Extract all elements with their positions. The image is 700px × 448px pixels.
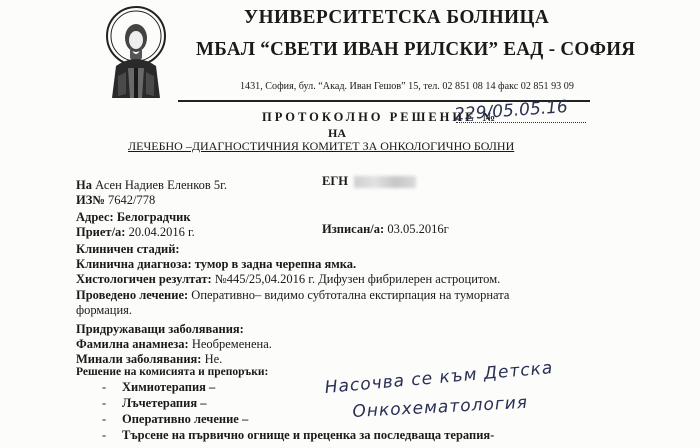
recommendation-item: - Лъчетерапия – [102,396,207,410]
handwritten-note-line1: Насочва се към Детска [324,358,555,398]
past-label: Минали заболявания: [76,352,202,366]
admitted-row [76,225,195,240]
treatment-label: Проведено лечение: [76,288,189,302]
patient-address-value: Белоградчик [116,210,191,224]
egn-label: ЕГН [322,174,349,188]
title-preposition: НА [328,126,346,140]
hospital-name: УНИВЕРСИТЕТСКА БОЛНИЦА [244,6,550,28]
egn-row [322,174,416,189]
protocol-title: ПРОТОКОЛНО РЕШЕНИЕ № [262,110,499,124]
address-row [76,210,191,225]
iz-value: 7642/778 [108,193,156,207]
patient-name-value: Асен Надиев Еленков 5г. [95,178,228,192]
recommendation-item: - Търсене на първично огнище и преценка за последваща терапия- [102,428,495,442]
patient-name-label: На [76,178,92,192]
handwritten-note-line2: Онкохематология [352,392,529,422]
treatment-value-cont: формация. [76,303,133,317]
past-value: Не. [204,352,223,366]
hospital-address: 1431, София, бул. “Акад. Иван Гешов” 15, тел. 02 851 08 14 факс 02 851 93 09 [240,80,574,92]
protocol-number-underline [456,121,586,123]
treatment-row [76,288,509,303]
recommendation-item: - Оперативно лечение – [102,412,249,426]
protocol-number: 229/05.05.16 [453,97,569,125]
iz-row [76,193,155,208]
discharged-value: 03.05.2016г [387,222,449,236]
family-value: Необременена. [191,337,272,351]
saint-icon [104,6,168,98]
comorbid-label: Придружаващи заболявания: [76,322,244,336]
hospital-full-name: МБАЛ “СВЕТИ ИВАН РИЛСКИ” ЕАД - СОФИЯ [196,38,636,60]
past-row [76,352,222,367]
committee-name: ЛЕЧЕБНО –ДИАГНОСТИЧНИЯ КОМИТЕТ ЗА ОНКОЛОГИЧНО БОЛНИ [128,139,515,153]
admitted-value: 20.04.2016 г. [128,225,195,239]
discharged-label: Изписан/а: [322,222,385,236]
patient-address-label: Адрес: [76,210,114,224]
egn-redacted [354,176,416,188]
patient-name-row [76,178,227,193]
histology-row [76,272,500,287]
discharged-row [322,222,449,237]
diagnosis-label: Клинична диагноза: [76,257,192,271]
iz-label: ИЗ№ [76,193,105,207]
diagnosis-row [76,257,356,272]
treatment-value: Оперативно– видимо субтотална екстирпация на туморната [191,288,510,302]
clinical-stage-label: Клиничен стадий: [76,242,180,256]
histology-value: №445/25,04.2016 г. Дифузен фибрилерен астроцитом. [214,272,501,286]
diagnosis-value: тумор в задна черепна ямка. [194,257,357,271]
histology-label: Хистологичен резултат: [76,272,212,286]
family-label: Фамилна анамнеза: [76,337,189,351]
admitted-label: Приет/а: [76,225,126,239]
family-row [76,337,272,352]
decision-label: Решение на комисията и препоръки: [76,366,269,378]
recommendation-item: - Химиотерапия – [102,380,216,394]
